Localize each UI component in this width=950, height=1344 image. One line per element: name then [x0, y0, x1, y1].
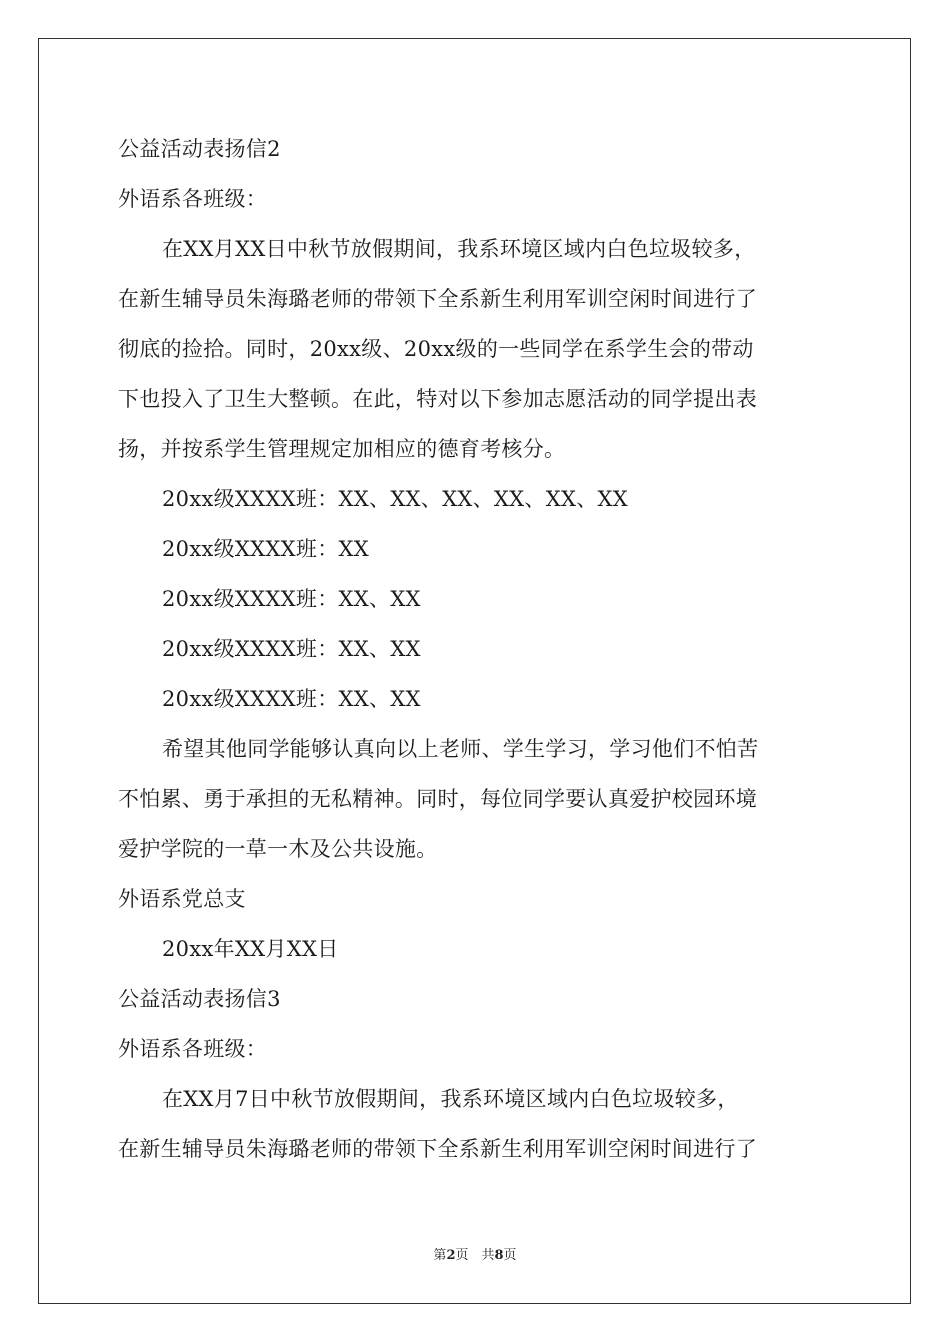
letter-title: 公益活动表扬信3 [118, 987, 281, 1011]
class-list-item: 20xx级XXXX班：XX、XX、XX、XX、XX、XX [162, 487, 629, 511]
paragraph-line: 在XX月XX日中秋节放假期间，我系环境区域内白色垃圾较多， [162, 237, 756, 261]
salutation: 外语系各班级： [118, 187, 268, 211]
paragraph-line: 不怕累、勇于承担的无私精神。同时，每位同学要认真爱护校园环境 [118, 787, 757, 811]
page-footer [0, 1247, 950, 1265]
letter-title: 公益活动表扬信2 [118, 137, 281, 161]
paragraph-line: 扬，并按系学生管理规定加相应的德育考核分。 [118, 437, 566, 461]
class-list-item: 20xx级XXXX班：XX、XX [162, 687, 421, 711]
page-prefix: 第 [433, 1248, 447, 1263]
class-list-item: 20xx级XXXX班：XX、XX [162, 587, 421, 611]
page-suffix: 页 [503, 1248, 517, 1263]
paragraph-line: 爱护学院的一草一木及公共设施。 [118, 837, 438, 861]
paragraph-line: 希望其他同学能够认真向以上老师、学生学习，学习他们不怕苦 [162, 737, 759, 761]
salutation: 外语系各班级： [118, 1037, 268, 1061]
signature: 外语系党总支 [118, 887, 246, 911]
paragraph-line: 在新生辅导员朱海璐老师的带领下全系新生利用军训空闲时间进行了 [118, 1137, 757, 1161]
paragraph-line: 彻底的捡拾。同时，20xx级、20xx级的一些同学在系学生会的带动 [118, 337, 754, 361]
page-total: 8 [494, 1248, 504, 1263]
class-list-item: 20xx级XXXX班：XX、XX [162, 637, 421, 661]
paragraph-line: 在XX月7日中秋节放假期间，我系环境区域内白色垃圾较多， [162, 1087, 739, 1111]
paragraph-line: 在新生辅导员朱海璐老师的带领下全系新生利用军训空闲时间进行了 [118, 287, 757, 311]
class-list-item: 20xx级XXXX班：XX [162, 537, 370, 561]
page-mid: 页 共 [455, 1248, 495, 1263]
page-border [38, 38, 911, 1304]
page-current: 2 [446, 1248, 456, 1263]
date: 20xx年XX月XX日 [162, 937, 339, 961]
paragraph-line: 下也投入了卫生大整顿。在此，特对以下参加志愿活动的同学提出表 [118, 387, 757, 411]
